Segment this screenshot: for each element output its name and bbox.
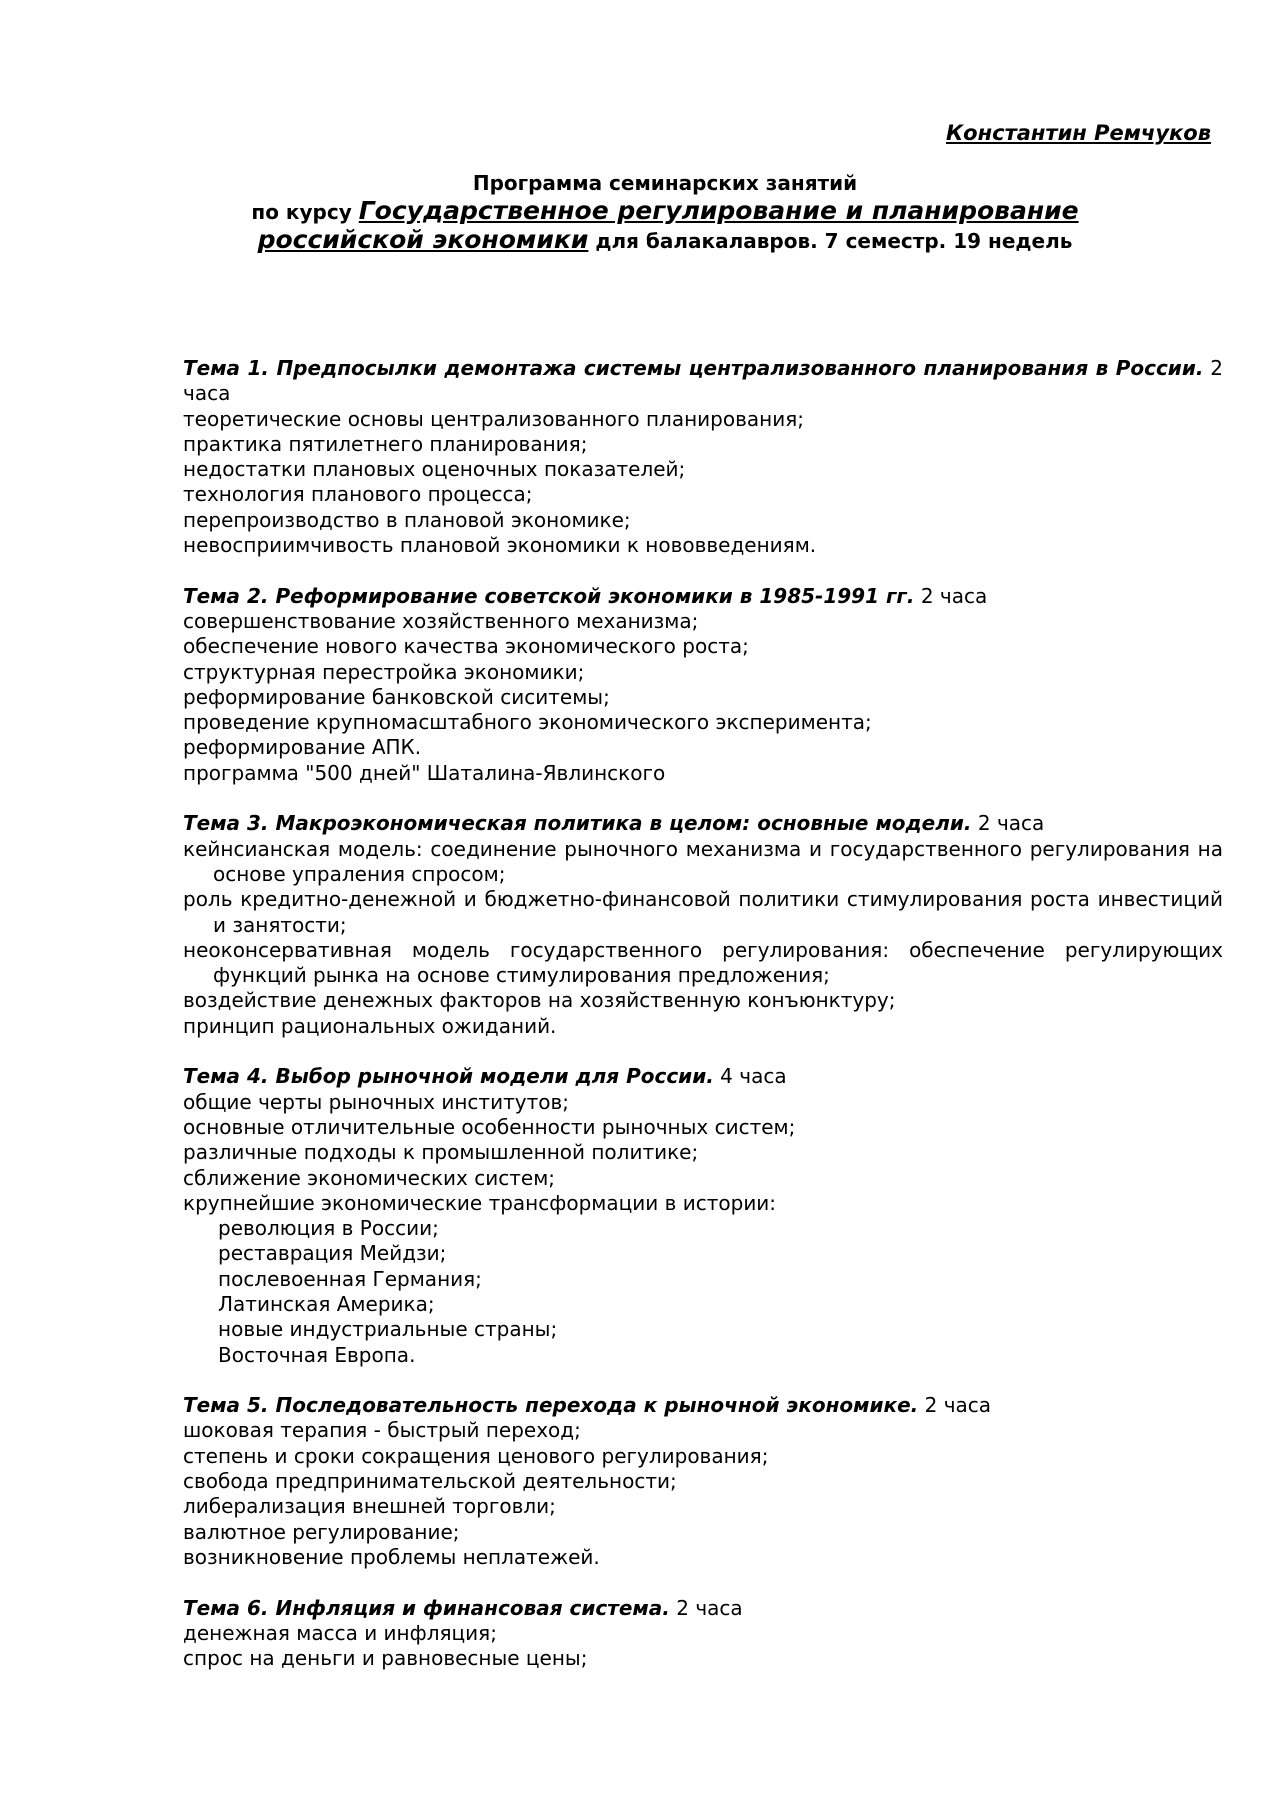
list-item: программа "500 дней" Шаталина-Явлинского bbox=[183, 760, 666, 785]
list-item: технология планового процесса; bbox=[183, 482, 533, 507]
course-line-1 bbox=[180, 197, 1150, 226]
list-item: обеспечение нового качества экономического роста; bbox=[183, 634, 749, 659]
program-title: Программа семинарских занятий bbox=[472, 171, 858, 195]
topic-hours: 2 часа bbox=[924, 1393, 992, 1418]
topic-2 bbox=[183, 584, 1223, 786]
topic-hours: 2 часа bbox=[920, 583, 988, 608]
topic-heading bbox=[183, 1596, 1223, 1621]
topic-1 bbox=[183, 356, 1223, 558]
sub-list-item: Восточная Европа. bbox=[218, 1342, 416, 1367]
list-item: степень и сроки сокращения ценового регулирования; bbox=[183, 1443, 769, 1468]
topic-heading bbox=[183, 1064, 1223, 1089]
list-item: основные отличительные особенности рыночных систем; bbox=[183, 1114, 796, 1139]
seminar-topics bbox=[183, 356, 1223, 1697]
list-item: принцип рациональных ожиданий. bbox=[183, 1013, 557, 1038]
sub-list-item: реставрация Мейдзи; bbox=[218, 1241, 447, 1266]
course-suffix: для балакалавров. 7 семестр. 19 недель bbox=[595, 229, 1073, 253]
list-item: кейнсианская модель: соединение рыночного механизма и государственного регулирования на основе упраления спросом; bbox=[183, 836, 1223, 886]
list-item: валютное регулирование; bbox=[183, 1519, 460, 1544]
list-item: перепроизводство в плановой экономике; bbox=[183, 507, 631, 532]
document-header bbox=[180, 170, 1150, 255]
list-item: реформирование АПК. bbox=[183, 735, 422, 760]
list-item: сближение экономических систем; bbox=[183, 1165, 556, 1190]
list-item: денежная масса и инфляция; bbox=[183, 1620, 497, 1645]
topic-title: Тема 1. Предпосылки демонтажа системы централизованного планирования в России. bbox=[183, 356, 1204, 380]
list-item: крупнейшие экономические трансформации в истории: bbox=[183, 1190, 777, 1215]
list-item: либерализация внешней торговли; bbox=[183, 1494, 556, 1519]
topic-hours: 2 часа bbox=[183, 356, 1224, 406]
sub-list-item: послевоенная Германия; bbox=[218, 1266, 482, 1291]
topic-hours: 2 часа bbox=[977, 811, 1045, 836]
sub-list-item: Латинская Америка; bbox=[218, 1291, 435, 1316]
course-prefix: по курсу bbox=[251, 200, 352, 224]
list-item: роль кредитно-денежной и бюджетно-финансовой политики стимулирования роста инвестиций и занятости; bbox=[183, 887, 1223, 937]
course-name-part1: Государственное регулирование и планирование bbox=[358, 196, 1079, 225]
list-item: совершенствование хозяйственного механизма; bbox=[183, 608, 699, 633]
topic-title: Тема 5. Последовательность перехода к рыночной экономике. bbox=[183, 1393, 919, 1418]
topic-hours: 4 часа bbox=[720, 1064, 787, 1089]
topic-hours: 2 часа bbox=[676, 1595, 743, 1620]
list-item: шоковая терапия - быстрый переход; bbox=[183, 1418, 581, 1443]
topic-heading bbox=[183, 811, 1223, 836]
topic-heading bbox=[183, 356, 1223, 407]
topic-title: Тема 3. Макроэкономическая политика в целом: основные модели. bbox=[183, 811, 972, 836]
list-item: свобода предпринимательской деятельности; bbox=[183, 1469, 677, 1494]
topic-title: Тема 6. Инфляция и финансовая система. bbox=[183, 1595, 670, 1620]
topic-title: Тема 4. Выбор рыночной модели для России. bbox=[183, 1064, 714, 1089]
topic-4 bbox=[183, 1064, 1223, 1368]
author-name: Константин Ремчуков bbox=[946, 121, 1211, 145]
list-item: воздействие денежных факторов на хозяйственную конъюнктуру; bbox=[183, 988, 896, 1013]
sub-list-item: новые индустриальные страны; bbox=[218, 1317, 558, 1342]
list-item: недостатки плановых оценочных показателей; bbox=[183, 457, 686, 482]
list-item: спрос на деньги и равновесные цены; bbox=[183, 1646, 588, 1671]
topic-3 bbox=[183, 811, 1223, 1039]
list-item: неоконсервативная модель государственного регулирования: обеспечение регулирующих функций рынка на основе стимулирования предложения; bbox=[183, 937, 1223, 988]
sub-list-item: революция в России; bbox=[218, 1216, 439, 1241]
topic-heading bbox=[183, 1393, 1223, 1418]
topic-title: Тема 2. Реформирование советской экономики в 1985-1991 гг. bbox=[183, 583, 915, 608]
list-item: проведение крупномасштабного экономического эксперимента; bbox=[183, 710, 872, 735]
list-item: общие черты рыночных институтов; bbox=[183, 1089, 569, 1114]
topic-5 bbox=[183, 1393, 1223, 1570]
course-line-2 bbox=[180, 226, 1150, 255]
list-item: теоретические основы централизованного планирования; bbox=[183, 406, 804, 431]
list-item: практика пятилетнего планирования; bbox=[183, 431, 588, 456]
topic-heading bbox=[183, 584, 1223, 609]
list-item: невосприимчивость плановой экономики к нововведениям. bbox=[183, 533, 817, 558]
list-item: структурная перестройка экономики; bbox=[183, 659, 585, 684]
list-item: различные подходы к промышленной политике; bbox=[183, 1140, 699, 1165]
topic-6 bbox=[183, 1596, 1223, 1672]
course-name-part2: российской экономики bbox=[257, 225, 589, 254]
list-item: реформирование банковской сиситемы; bbox=[183, 684, 610, 709]
list-item: возникновение проблемы неплатежей. bbox=[183, 1544, 600, 1569]
